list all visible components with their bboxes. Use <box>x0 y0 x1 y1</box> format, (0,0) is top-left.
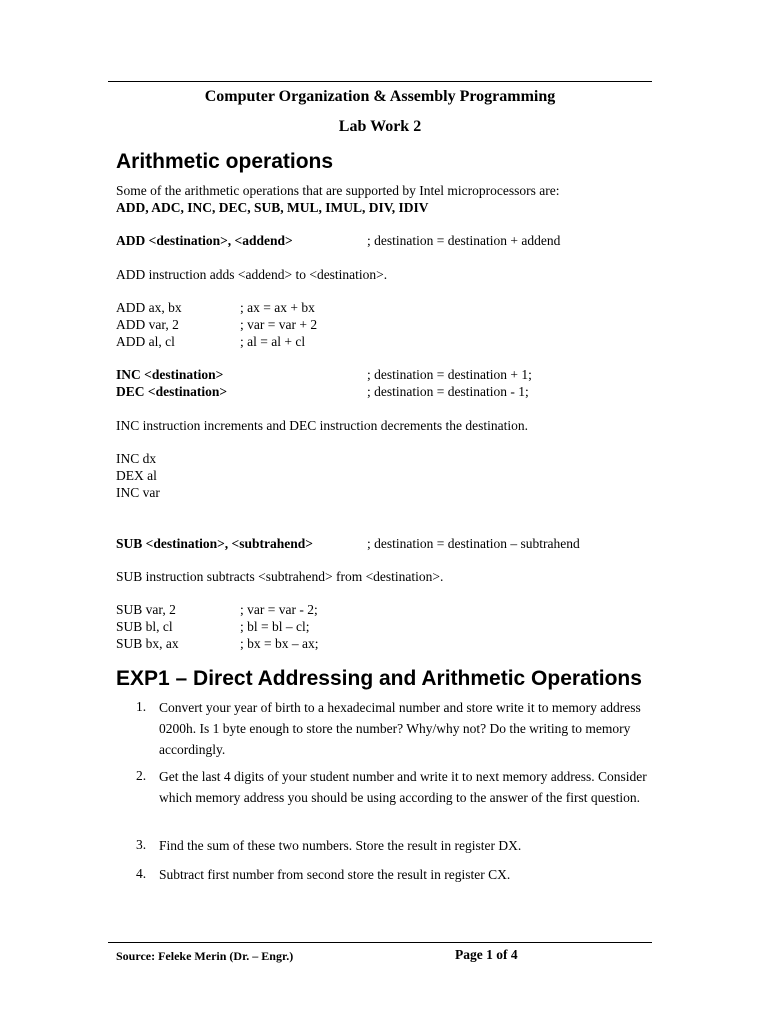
page-number: Page 1 of 4 <box>455 947 518 962</box>
add-example-comment: ; ax = ax + bx <box>240 300 315 315</box>
list-item-text: Find the sum of these two numbers. Store the result in register DX. <box>159 838 522 853</box>
list-item-text: Convert your year of birth to a hexadecimal number and store write it to memory address 0200h. Is 1 byte enough to store the number? Why/why not? Do the writing to memory accordingly. <box>159 700 641 757</box>
list-item-text: Subtract first number from second store the result in register CX. <box>159 867 511 882</box>
add-example-code: ADD var, 2 <box>116 317 179 332</box>
lab-title: Lab Work 2 <box>338 118 422 135</box>
incdec-description: INC instruction increments and DEC instruction decrements the destination. <box>116 418 529 433</box>
sub-example-comment: ; bl = bl – cl; <box>240 619 310 634</box>
inc-comment: ; destination = destination + 1; <box>367 367 532 382</box>
section-title-exp1: EXP1 – Direct Addressing and Arithmetic Operations <box>116 667 642 690</box>
footer-source: Source: Feleke Merin (Dr. – Engr.) <box>116 949 294 963</box>
sub-description: SUB instruction subtracts <subtrahend> from <destination>. <box>116 569 444 584</box>
sub-example-code: SUB var, 2 <box>116 602 176 617</box>
list-item-text: Get the last 4 digits of your student number and write it to next memory address. Consider which memory address you should be using according to the answer of the first question. <box>159 769 647 805</box>
sub-example-code: SUB bl, cl <box>116 619 173 634</box>
incdec-example: DEX al <box>116 468 157 483</box>
header-rule <box>108 81 652 82</box>
add-example-code: ADD ax, bx <box>116 300 182 315</box>
dec-comment: ; destination = destination - 1; <box>367 384 529 399</box>
add-example-code: ADD al, cl <box>116 334 175 349</box>
inc-syntax: INC <destination> <box>116 367 224 382</box>
sub-comment: ; destination = destination – subtrahend <box>367 536 580 551</box>
add-description: ADD instruction adds <addend> to <destination>. <box>116 267 388 282</box>
list-item-number: 2. <box>136 768 147 783</box>
intro-text: Some of the arithmetic operations that are supported by Intel microprocessors are: <box>116 183 560 198</box>
add-comment: ; destination = destination + addend <box>367 233 561 248</box>
list-item-number: 3. <box>136 837 147 852</box>
add-syntax: ADD <destination>, <addend> <box>116 233 293 248</box>
add-example-comment: ; var = var + 2 <box>240 317 318 332</box>
incdec-example: INC var <box>116 485 160 500</box>
operations-list: ADD, ADC, INC, DEC, SUB, MUL, IMUL, DIV, IDIV <box>116 200 429 215</box>
section-title-arithmetic: Arithmetic operations <box>116 150 334 173</box>
list-item-number: 4. <box>136 866 147 881</box>
sub-syntax: SUB <destination>, <subtrahend> <box>116 536 313 551</box>
sub-example-comment: ; var = var - 2; <box>240 602 318 617</box>
footer-rule <box>108 942 652 943</box>
add-example-comment: ; al = al + cl <box>240 334 306 349</box>
course-title: Computer Organization & Assembly Programming <box>204 88 556 105</box>
sub-example-comment: ; bx = bx – ax; <box>240 636 319 651</box>
incdec-example: INC dx <box>116 451 157 466</box>
list-item-number: 1. <box>136 699 147 714</box>
dec-syntax: DEC <destination> <box>116 384 228 399</box>
sub-example-code: SUB bx, ax <box>116 636 179 651</box>
